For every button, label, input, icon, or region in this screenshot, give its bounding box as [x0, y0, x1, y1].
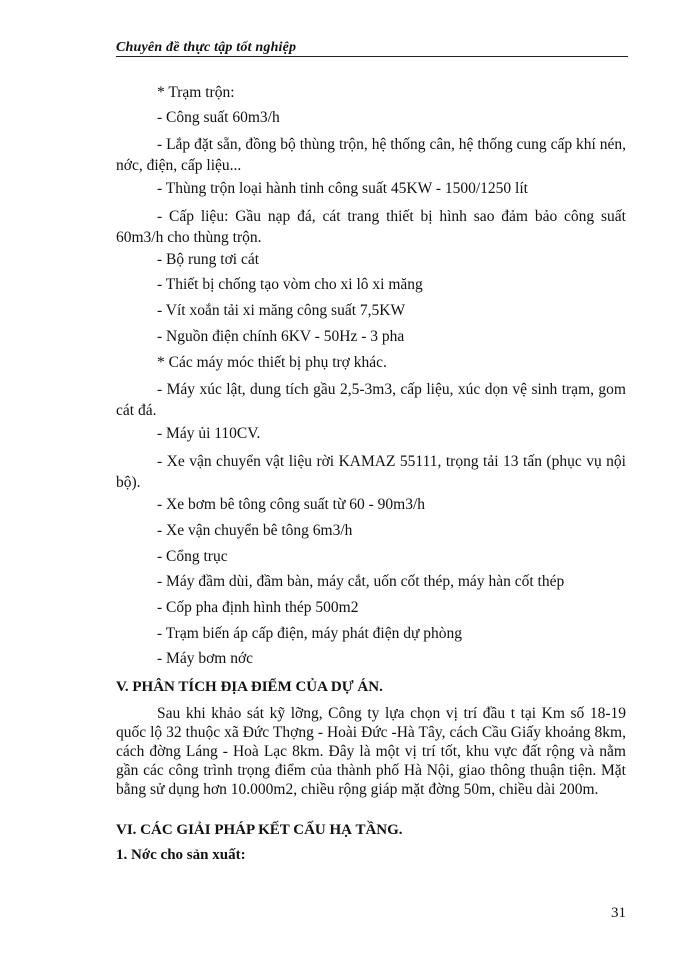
page-number: 31	[611, 905, 626, 921]
section-heading: V. PHÂN TÍCH ĐỊA ĐIỂM CỦA DỰ ÁN.	[116, 679, 383, 695]
body-line: - Máy bơm nớc	[157, 650, 254, 667]
body-line: - Máy đầm dùi, đầm bàn, máy cắt, uốn cốt thép, máy hàn cốt thép	[157, 573, 565, 590]
body-line: - Vít xoắn tải xi măng công suất 7,5KW	[157, 302, 406, 319]
body-paragraph: - Máy xúc lật, dung tích gầu 2,5-3m3, cấp liệu, xúc dọn vệ sinh trạm, gom cát đá.	[116, 381, 626, 419]
body-line: - Xe bơm bê tông công suất từ 60 - 90m3/h	[157, 496, 426, 513]
section-heading: VI. CÁC GIẢI PHÁP KẾT CẤU HẠ TẦNG.	[116, 822, 403, 838]
section-paragraph: Sau khi khảo sát kỹ lỡng, Công ty lựa chọn vị trí đầu t tại Km số 18-19 quốc lộ 32 thuộc xã Đức Thợng - Hoài Đức -Hà Tây, cách Cầu Giấy khoảng 8km, cách đờng Láng - Hoà Lạc 8km. Đây là một vị trí tốt, khu vực đất rộng và nằm gần các công trình trọng điểm của thành phố Hà Nội, giao thông thuận tiện. Mặt bằng sử dụng hơn 10.000m2, chiều rộng giáp mặt đờng 50m, chiều dài 200m.	[116, 705, 626, 798]
body-line: - Thiết bị chống tạo vòm cho xi lô xi măng	[157, 276, 423, 293]
body-line: - Trạm biến áp cấp điện, máy phát điện dự phòng	[157, 625, 462, 642]
header-rule	[116, 56, 628, 57]
body-paragraph: - Xe vận chuyển vật liệu rời KAMAZ 55111, trọng tải 13 tấn (phục vụ nội bộ).	[116, 453, 626, 491]
body-line: - Công suất 60m3/h	[157, 109, 280, 126]
running-header: Chuyên đề thực tập tốt nghiệp	[116, 40, 297, 55]
subsection-heading: 1. Nớc cho sản xuất:	[116, 847, 246, 863]
body-line: - Máy ủi 110CV.	[157, 425, 261, 442]
body-line: - Xe vận chuyển bê tông 6m3/h	[157, 522, 353, 539]
body-line: * Trạm trộn:	[157, 84, 235, 101]
body-line: * Các máy móc thiết bị phụ trợ khác.	[157, 354, 387, 371]
body-line: - Thùng trộn loại hành tinh công suất 45KW - 1500/1250 lít	[157, 180, 528, 197]
body-paragraph: - Lắp đặt sẵn, đồng bộ thùng trộn, hệ thống cân, hệ thống cung cấp khí nén, nớc, điện, cấp liệu...	[116, 136, 626, 174]
body-line: - Bộ rung tơi cát	[157, 251, 260, 268]
body-line: - Nguồn điện chính 6KV - 50Hz - 3 pha	[157, 328, 405, 345]
body-paragraph: - Cấp liệu: Gầu nạp đá, cát trang thiết bị hình sao đảm bảo công suất 60m3/h cho thùng trộn.	[116, 208, 626, 246]
body-line: - Cốp pha định hình thép 500m2	[157, 599, 359, 616]
body-line: - Cổng trục	[157, 548, 228, 565]
